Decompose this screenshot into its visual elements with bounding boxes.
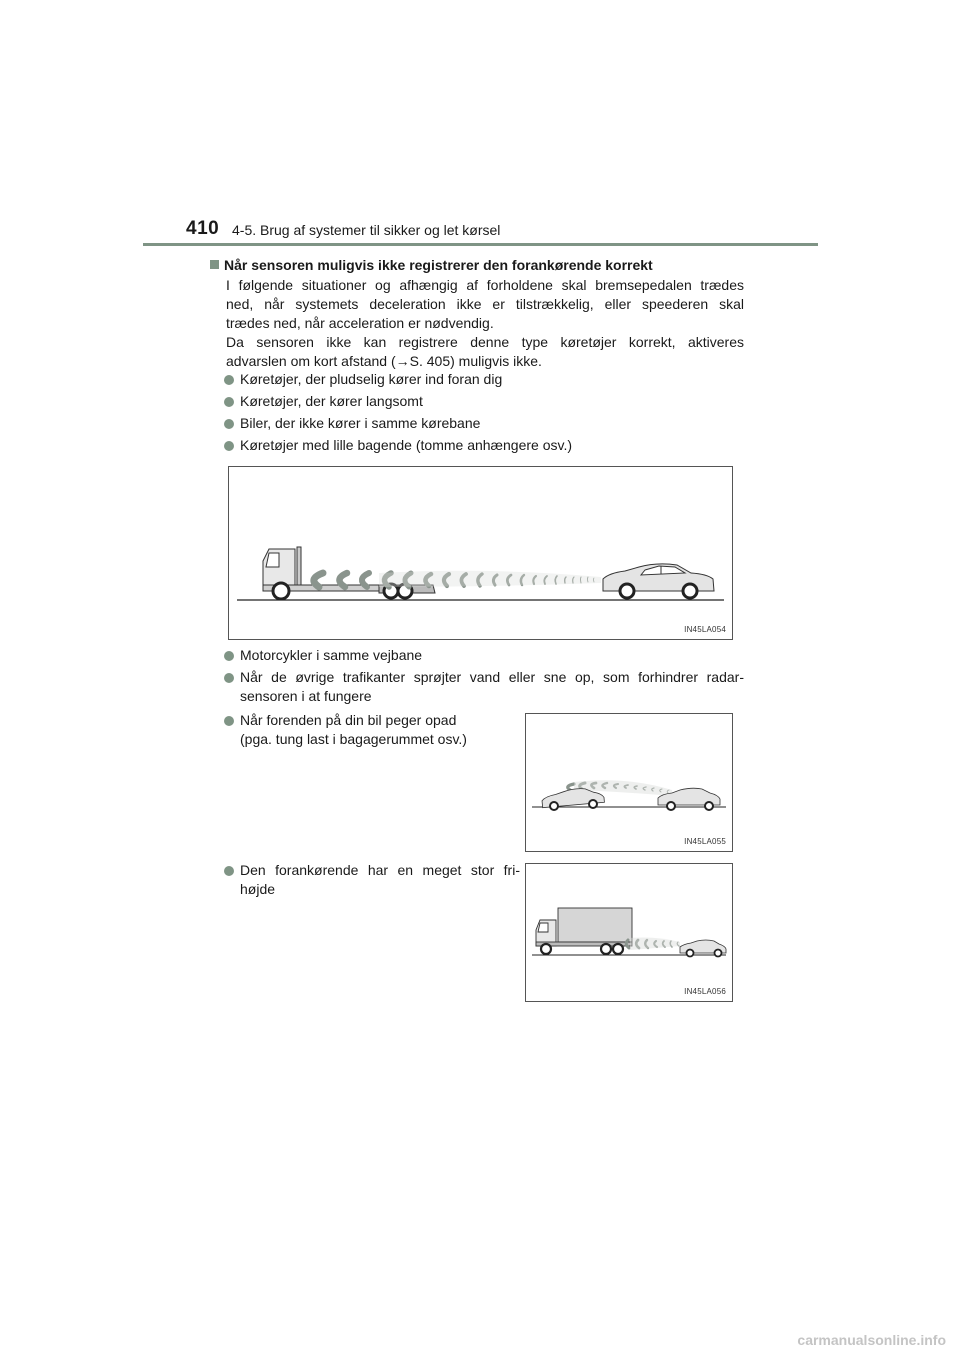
figure-high-clearance (525, 863, 733, 1002)
figure-id: IN45LA055 (684, 837, 726, 846)
bullet-text: Køretøjer med lille bagende (tomme anhængere osv.) (240, 437, 573, 453)
bullet-line: (pga. tung last i bagagerummet osv.) (240, 731, 467, 747)
page-number: 410 (186, 218, 220, 239)
square-bullet-icon (210, 260, 219, 269)
paragraph-line: advarslen om kort afstand (→S. 405) muligvis ikke. (226, 353, 542, 369)
bullet-line: højde (240, 881, 276, 897)
figure-id: IN45LA056 (684, 987, 726, 996)
bullet-text: Motorcykler i samme vejbane (240, 647, 423, 663)
bullet-text: Biler, der ikke kører i samme kørebane (240, 415, 481, 431)
figure-nose-up (525, 713, 733, 852)
paragraph-2 (226, 333, 744, 371)
bullet-dot-icon (224, 866, 234, 876)
section-title: Når sensoren muligvis ikke registrerer den forankørende korrekt (224, 257, 653, 273)
bullet-dot-icon (224, 651, 234, 661)
bullet-item (224, 711, 520, 749)
bullet-item (224, 668, 744, 706)
figure-id: IN45LA054 (684, 625, 726, 634)
bullet-item (224, 646, 422, 665)
paragraph-1 (226, 276, 744, 333)
bullet-text: Når forenden på din bil peger opad (240, 712, 457, 728)
bullet-line (224, 861, 520, 880)
bullet-line (224, 668, 744, 687)
high-clearance-illustration (526, 864, 732, 1001)
chapter-title: 4-5. Brug af systemer til sikker og let kørsel (232, 222, 501, 238)
bullet-dot-icon (224, 375, 234, 385)
paragraph-line: I følgende situationer og afhængig af forholdene skal bremsepedalen trædes (226, 277, 744, 293)
bullet-dot-icon (224, 716, 234, 726)
car-icon (680, 940, 726, 957)
bullet-dot-icon (224, 419, 234, 429)
bullet-line (224, 711, 520, 730)
trailer-illustration (229, 467, 732, 639)
bullet-line: sensoren i at fungere (240, 688, 372, 704)
paragraph-line: ned, når systemets deceleration ikke er tilstrækkelig, eller speederen skal (226, 296, 744, 312)
bullet-dot-icon (224, 441, 234, 451)
nose-up-illustration (526, 714, 732, 851)
watermark: carmanualsonline.info (797, 1332, 946, 1348)
bullet-item (224, 436, 572, 455)
bullet-text: Når de øvrige trafikanter sprøjter vand eller sne op, som forhindrer radar- (240, 669, 744, 685)
bullet-item (224, 392, 423, 411)
figure-trailer (228, 466, 733, 640)
bullet-item (224, 861, 520, 899)
car-icon (603, 564, 714, 598)
header-rule (143, 243, 818, 246)
paragraph-line: Da sensoren ikke kan registrere denne type køretøjer korrekt, aktiveres (226, 334, 744, 350)
truck-icon (536, 908, 632, 954)
bullet-text: Køretøjer, der kører langsomt (240, 393, 423, 409)
bullet-item (224, 370, 502, 389)
bullet-text: Køretøjer, der pludselig kører ind foran dig (240, 371, 503, 387)
bullet-text: Den forankørende har en meget stor fri- (240, 862, 520, 878)
bullet-dot-icon (224, 397, 234, 407)
paragraph-line: trædes ned, når acceleration er nødvendig. (226, 315, 494, 331)
bullet-dot-icon (224, 673, 234, 683)
bullet-item (224, 414, 480, 433)
section-heading (210, 257, 653, 273)
